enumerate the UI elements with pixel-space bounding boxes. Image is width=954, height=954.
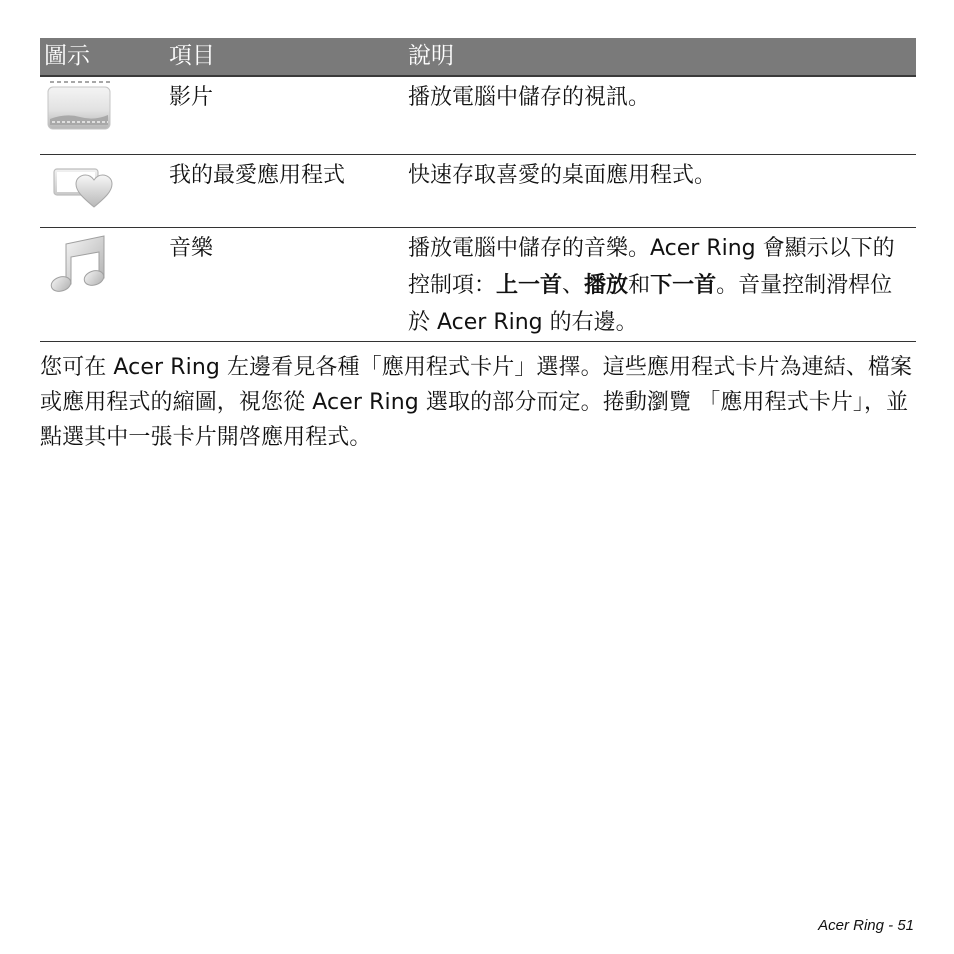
table-row <box>40 155 916 228</box>
item-music: 音樂 <box>167 228 406 342</box>
next-track-label: 下一首 <box>650 273 717 298</box>
item-favorite-apps: 我的最愛應用程式 <box>167 155 406 228</box>
desc-music-text-1: 播放電腦中儲存的音樂。Acer Ring 會顯示以下的控制項： <box>408 236 895 298</box>
desc-video: 播放電腦中儲存的視訊。 <box>406 76 916 155</box>
table-row <box>40 76 916 155</box>
desc-music-sep-1: 、 <box>562 273 585 298</box>
header-description: 說明 <box>406 38 916 76</box>
desc-music-sep-2: 和 <box>628 273 651 298</box>
table-row <box>40 228 916 342</box>
feature-table <box>40 38 916 342</box>
table-header-row <box>40 38 916 76</box>
body-paragraph: 您可在 Acer Ring 左邊看見各種「應用程式卡片」選擇。這些應用程式卡片為連結、檔案或應用程式的縮圖，視您從 Acer Ring 選取的部分而定。捲動瀏覽 「應用程式卡片」，並點選其中一張卡片開啓應用程式。 <box>40 355 913 450</box>
desc-music-text-2: 。音量控制滑桿位於 Acer Ring 的右邊。 <box>408 273 893 335</box>
item-video: 影片 <box>167 76 406 155</box>
film-strip-icon <box>46 79 167 131</box>
favorite-apps-heart-icon <box>46 157 167 209</box>
desc-favorite-apps: 快速存取喜愛的桌面應用程式。 <box>406 155 916 228</box>
music-note-icon <box>46 230 167 296</box>
desc-music <box>406 228 916 342</box>
previous-track-label: 上一首 <box>496 273 563 298</box>
page-footer: Acer Ring - 51 <box>818 917 914 934</box>
page-content <box>40 38 916 455</box>
play-label: 播放 <box>584 273 629 298</box>
header-icon: 圖示 <box>40 38 167 76</box>
header-item: 項目 <box>167 38 406 76</box>
